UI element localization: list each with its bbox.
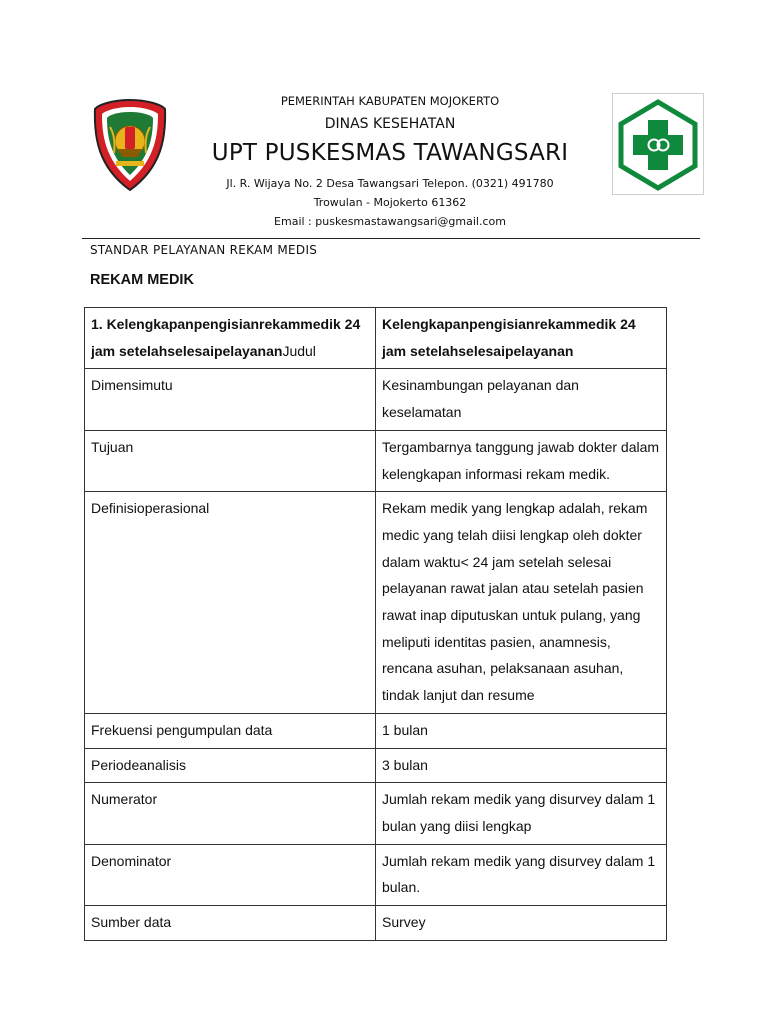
email-line: Email : puskesmastawangsari@gmail.com bbox=[274, 215, 506, 228]
puskesmas-cross-icon bbox=[613, 94, 703, 194]
header-divider bbox=[82, 238, 700, 239]
table-row bbox=[85, 492, 667, 714]
institution-name: UPT PUSKESMAS TAWANGSARI bbox=[211, 140, 569, 166]
row-value: Survey bbox=[376, 906, 667, 941]
row-label: Denominator bbox=[85, 844, 376, 905]
row-label: Numerator bbox=[85, 783, 376, 844]
table-row bbox=[85, 713, 667, 748]
address-line-2: Trowulan - Mojokerto 61362 bbox=[313, 196, 467, 209]
puskesmas-logo-frame bbox=[612, 93, 704, 195]
section-title: REKAM MEDIK bbox=[90, 272, 194, 288]
department-name: DINAS KESEHATAN bbox=[324, 116, 456, 132]
header-left-tail: Judul bbox=[282, 342, 316, 359]
table-row bbox=[85, 844, 667, 905]
row-label: Tujuan bbox=[85, 430, 376, 491]
row-value: Tergambarnya tanggung jawab dokter dalam kelengkapan informasi rekam medik. bbox=[376, 430, 667, 491]
header-left-title: 1. Kelengkapanpengisianrekammedik 24 jam setelahselesaipelayanan bbox=[91, 316, 361, 359]
regency-emblem-icon bbox=[92, 97, 168, 193]
table-row bbox=[85, 906, 667, 941]
header-left-cell bbox=[85, 308, 376, 369]
table-row bbox=[85, 748, 667, 783]
row-label: Frekuensi pengumpulan data bbox=[85, 713, 376, 748]
row-label: Dimensimutu bbox=[85, 369, 376, 430]
table-row bbox=[85, 783, 667, 844]
row-value: 1 bulan bbox=[376, 713, 667, 748]
address-line-1: Jl. R. Wijaya No. 2 Desa Tawangsari Telepon. (0321) 491780 bbox=[226, 177, 554, 190]
table-header-row bbox=[85, 308, 667, 369]
government-name: PEMERINTAH KABUPATEN MOJOKERTO bbox=[280, 94, 500, 108]
header-right-cell: Kelengkapanpengisianrekammedik 24 jam setelahselesaipelayanan bbox=[376, 308, 667, 369]
row-value: 3 bulan bbox=[376, 748, 667, 783]
row-label: Sumber data bbox=[85, 906, 376, 941]
row-label: Definisioperasional bbox=[85, 492, 376, 714]
indicator-table bbox=[84, 307, 667, 941]
row-value: Jumlah rekam medik yang disurvey dalam 1 bulan yang diisi lengkap bbox=[376, 783, 667, 844]
table-row bbox=[85, 369, 667, 430]
row-value: Rekam medik yang lengkap adalah, rekam medic yang telah diisi lengkap oleh dokter dalam waktu< 24 jam setelah selesai pelayanan rawat jalan atau setelah pasien rawat inap diputuskan untuk pulang, yang meliputi identitas pasien, anamnesis, rencana asuhan, pelaksanaan asuhan, tindak lanjut dan resume bbox=[376, 492, 667, 714]
table-row bbox=[85, 430, 667, 491]
document-type: STANDAR PELAYANAN REKAM MEDIS bbox=[90, 243, 318, 257]
row-value: Jumlah rekam medik yang disurvey dalam 1 bulan. bbox=[376, 844, 667, 905]
row-label: Periodeanalisis bbox=[85, 748, 376, 783]
row-value: Kesinambungan pelayanan dan keselamatan bbox=[376, 369, 667, 430]
